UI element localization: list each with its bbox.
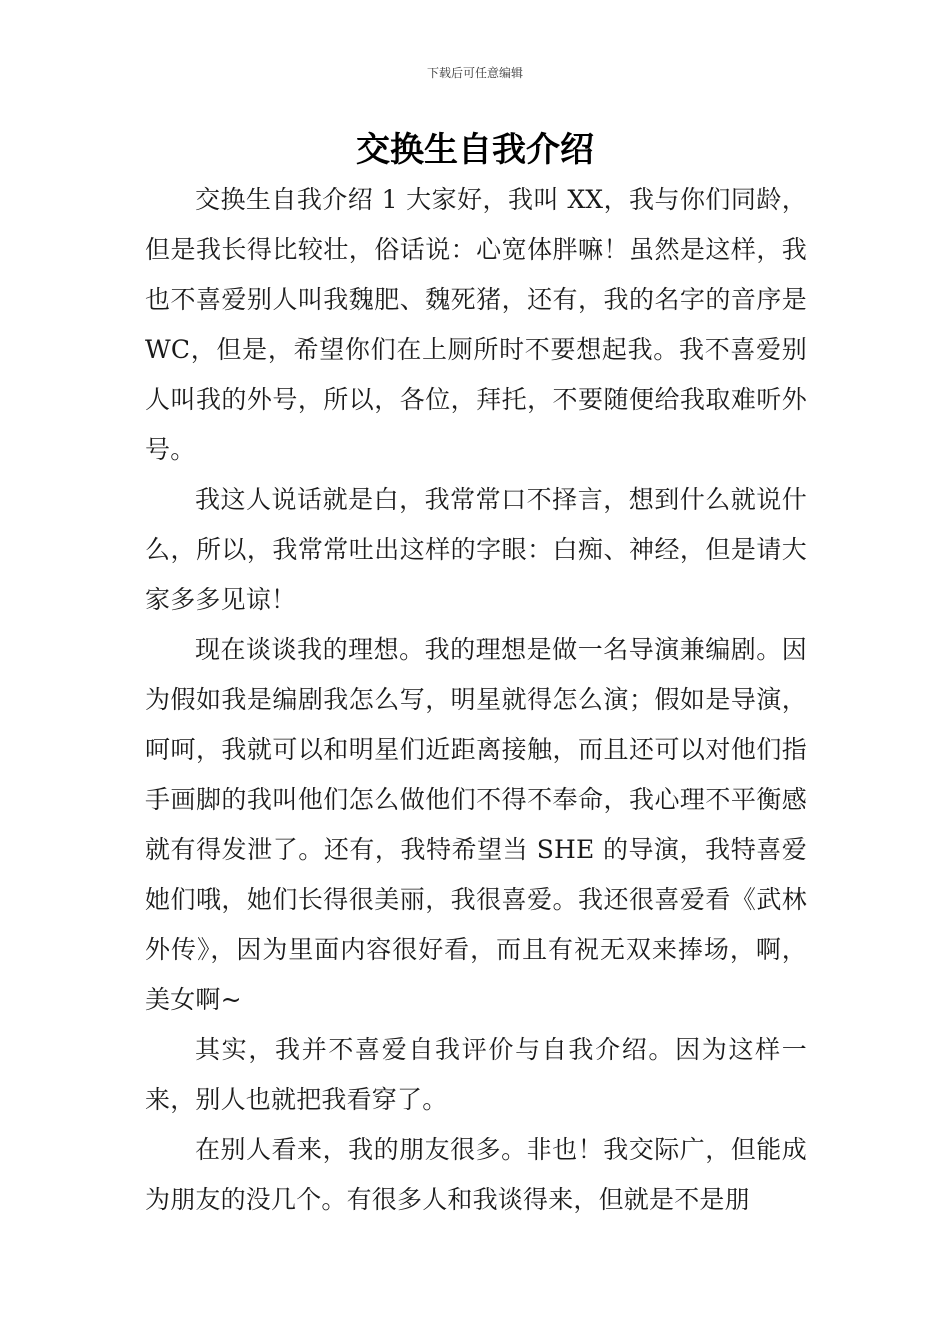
paragraph-1: 交换生自我介绍 1 大家好，我叫 XX，我与你们同龄，但是我长得比较壮，俗话说：心宽体胖嘛！虽然是这样，我也不喜爱别人叫我魏肥、魏死猪，还有，我的名字的音序是 WC，但是，希望你们在上厕所时不要想起我。我不喜爱别人叫我的外号，所以，各位，拜托，不要随便给我取难听外号。 [145, 185, 807, 464]
paragraph-4: 其实，我并不喜爱自我评价与自我介绍。因为这样一来，别人也就把我看穿了。 [145, 1035, 807, 1114]
paragraph-2: 我这人说话就是白，我常常口不择言，想到什么就说什么，所以，我常常吐出这样的字眼：白痴、神经，但是请大家多多见谅！ [145, 485, 807, 614]
header-note: 下载后可任意编辑 [426, 66, 523, 80]
paragraph-5: 在别人看来，我的朋友很多。非也！我交际广，但能成为朋友的没几个。有很多人和我谈得来，但就是不是朋 [145, 1135, 807, 1214]
paragraph-3: 现在谈谈我的理想。我的理想是做一名导演兼编剧。因为假如我是编剧我怎么写，明星就得怎么演；假如是导演，呵呵，我就可以和明星们近距离接触，而且还可以对他们指手画脚的我叫他们怎么做他们不得不奉命，我心理不平衡感就有得发泄了。还有，我特希望当 SHE 的导演，我特喜爱她们哦，她们长得很美丽，我很喜爱。我还很喜爱看《武林外传》，因为里面内容很好看，而且有祝无双来捧场，啊，美女啊~ [145, 635, 807, 1014]
document-body [145, 175, 807, 1225]
document-title: 交换生自我介绍 [356, 130, 594, 170]
